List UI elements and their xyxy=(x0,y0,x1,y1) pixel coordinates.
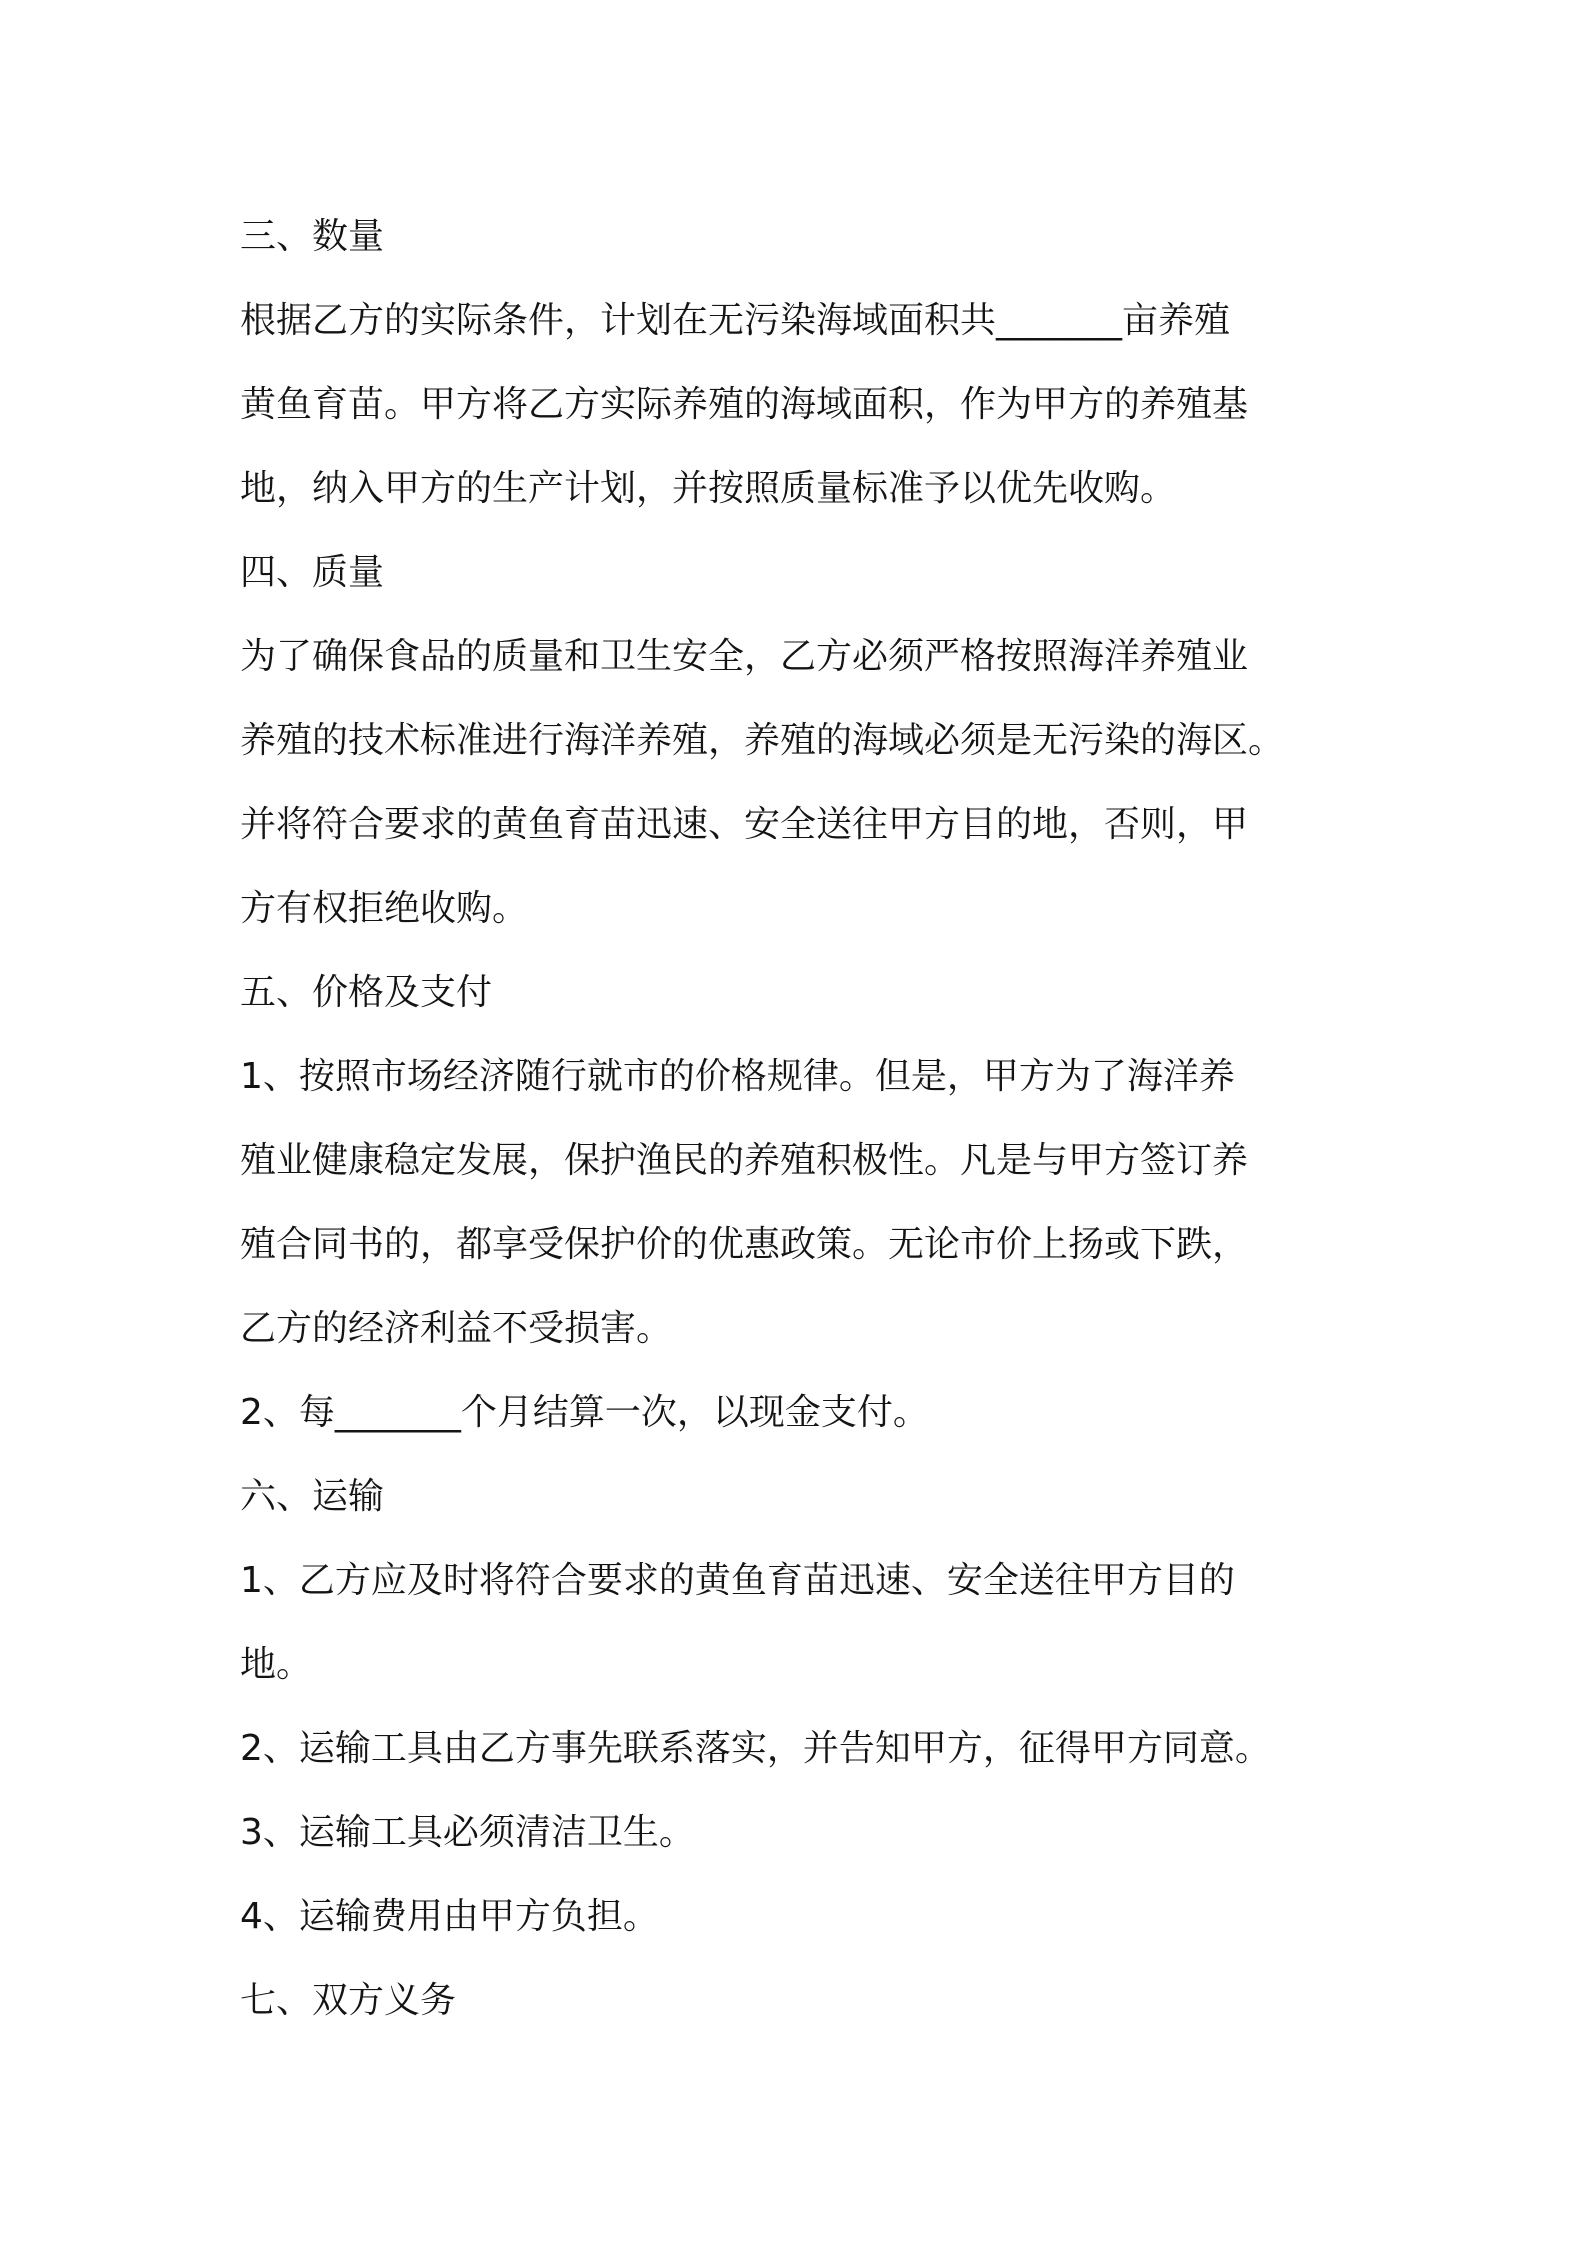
paragraph-line: 2、每_______个月结算一次，以现金支付。 xyxy=(240,1392,929,1433)
paragraph-line: 1、乙方应及时将符合要求的黄鱼育苗迅速、安全送往甲方目的 xyxy=(240,1560,1235,1601)
paragraph-line: 为了确保食品的质量和卫生安全，乙方必须严格按照海洋养殖业 xyxy=(240,636,1249,677)
paragraph-line: 地，纳入甲方的生产计划，并按照质量标准予以优先收购。 xyxy=(240,468,1177,509)
section-heading-price-payment: 五、价格及支付 xyxy=(240,972,493,1013)
paragraph-line: 3、运输工具必须清洁卫生。 xyxy=(240,1812,695,1853)
document-body xyxy=(240,195,1360,2043)
paragraph-line: 黄鱼育苗。甲方将乙方实际养殖的海域面积，作为甲方的养殖基 xyxy=(240,384,1249,425)
paragraph-line: 根据乙方的实际条件，计划在无污染海域面积共_______亩养殖 xyxy=(240,300,1231,341)
paragraph-line: 4、运输费用由甲方负担。 xyxy=(240,1896,659,1937)
paragraph-line: 2、运输工具由乙方事先联系落实，并告知甲方，征得甲方同意。 xyxy=(240,1728,1271,1769)
paragraph-line: 方有权拒绝收购。 xyxy=(240,888,529,929)
paragraph-line: 并将符合要求的黄鱼育苗迅速、安全送往甲方目的地，否则，甲 xyxy=(240,804,1249,845)
section-heading-obligations: 七、双方义务 xyxy=(240,1980,457,2021)
section-heading-quality: 四、质量 xyxy=(240,552,385,593)
paragraph-line: 乙方的经济利益不受损害。 xyxy=(240,1308,673,1349)
paragraph-line: 殖业健康稳定发展，保护渔民的养殖积极性。凡是与甲方签订养 xyxy=(240,1140,1249,1181)
paragraph-line: 养殖的技术标准进行海洋养殖，养殖的海域必须是无污染的海区。 xyxy=(240,720,1285,761)
section-heading-transport: 六、运输 xyxy=(240,1476,385,1517)
paragraph-line: 1、按照市场经济随行就市的价格规律。但是，甲方为了海洋养 xyxy=(240,1056,1235,1097)
section-heading-quantity: 三、数量 xyxy=(240,216,385,257)
paragraph-line: 殖合同书的，都享受保护价的优惠政策。无论市价上扬或下跌， xyxy=(240,1224,1249,1265)
paragraph-line: 地。 xyxy=(240,1644,313,1685)
